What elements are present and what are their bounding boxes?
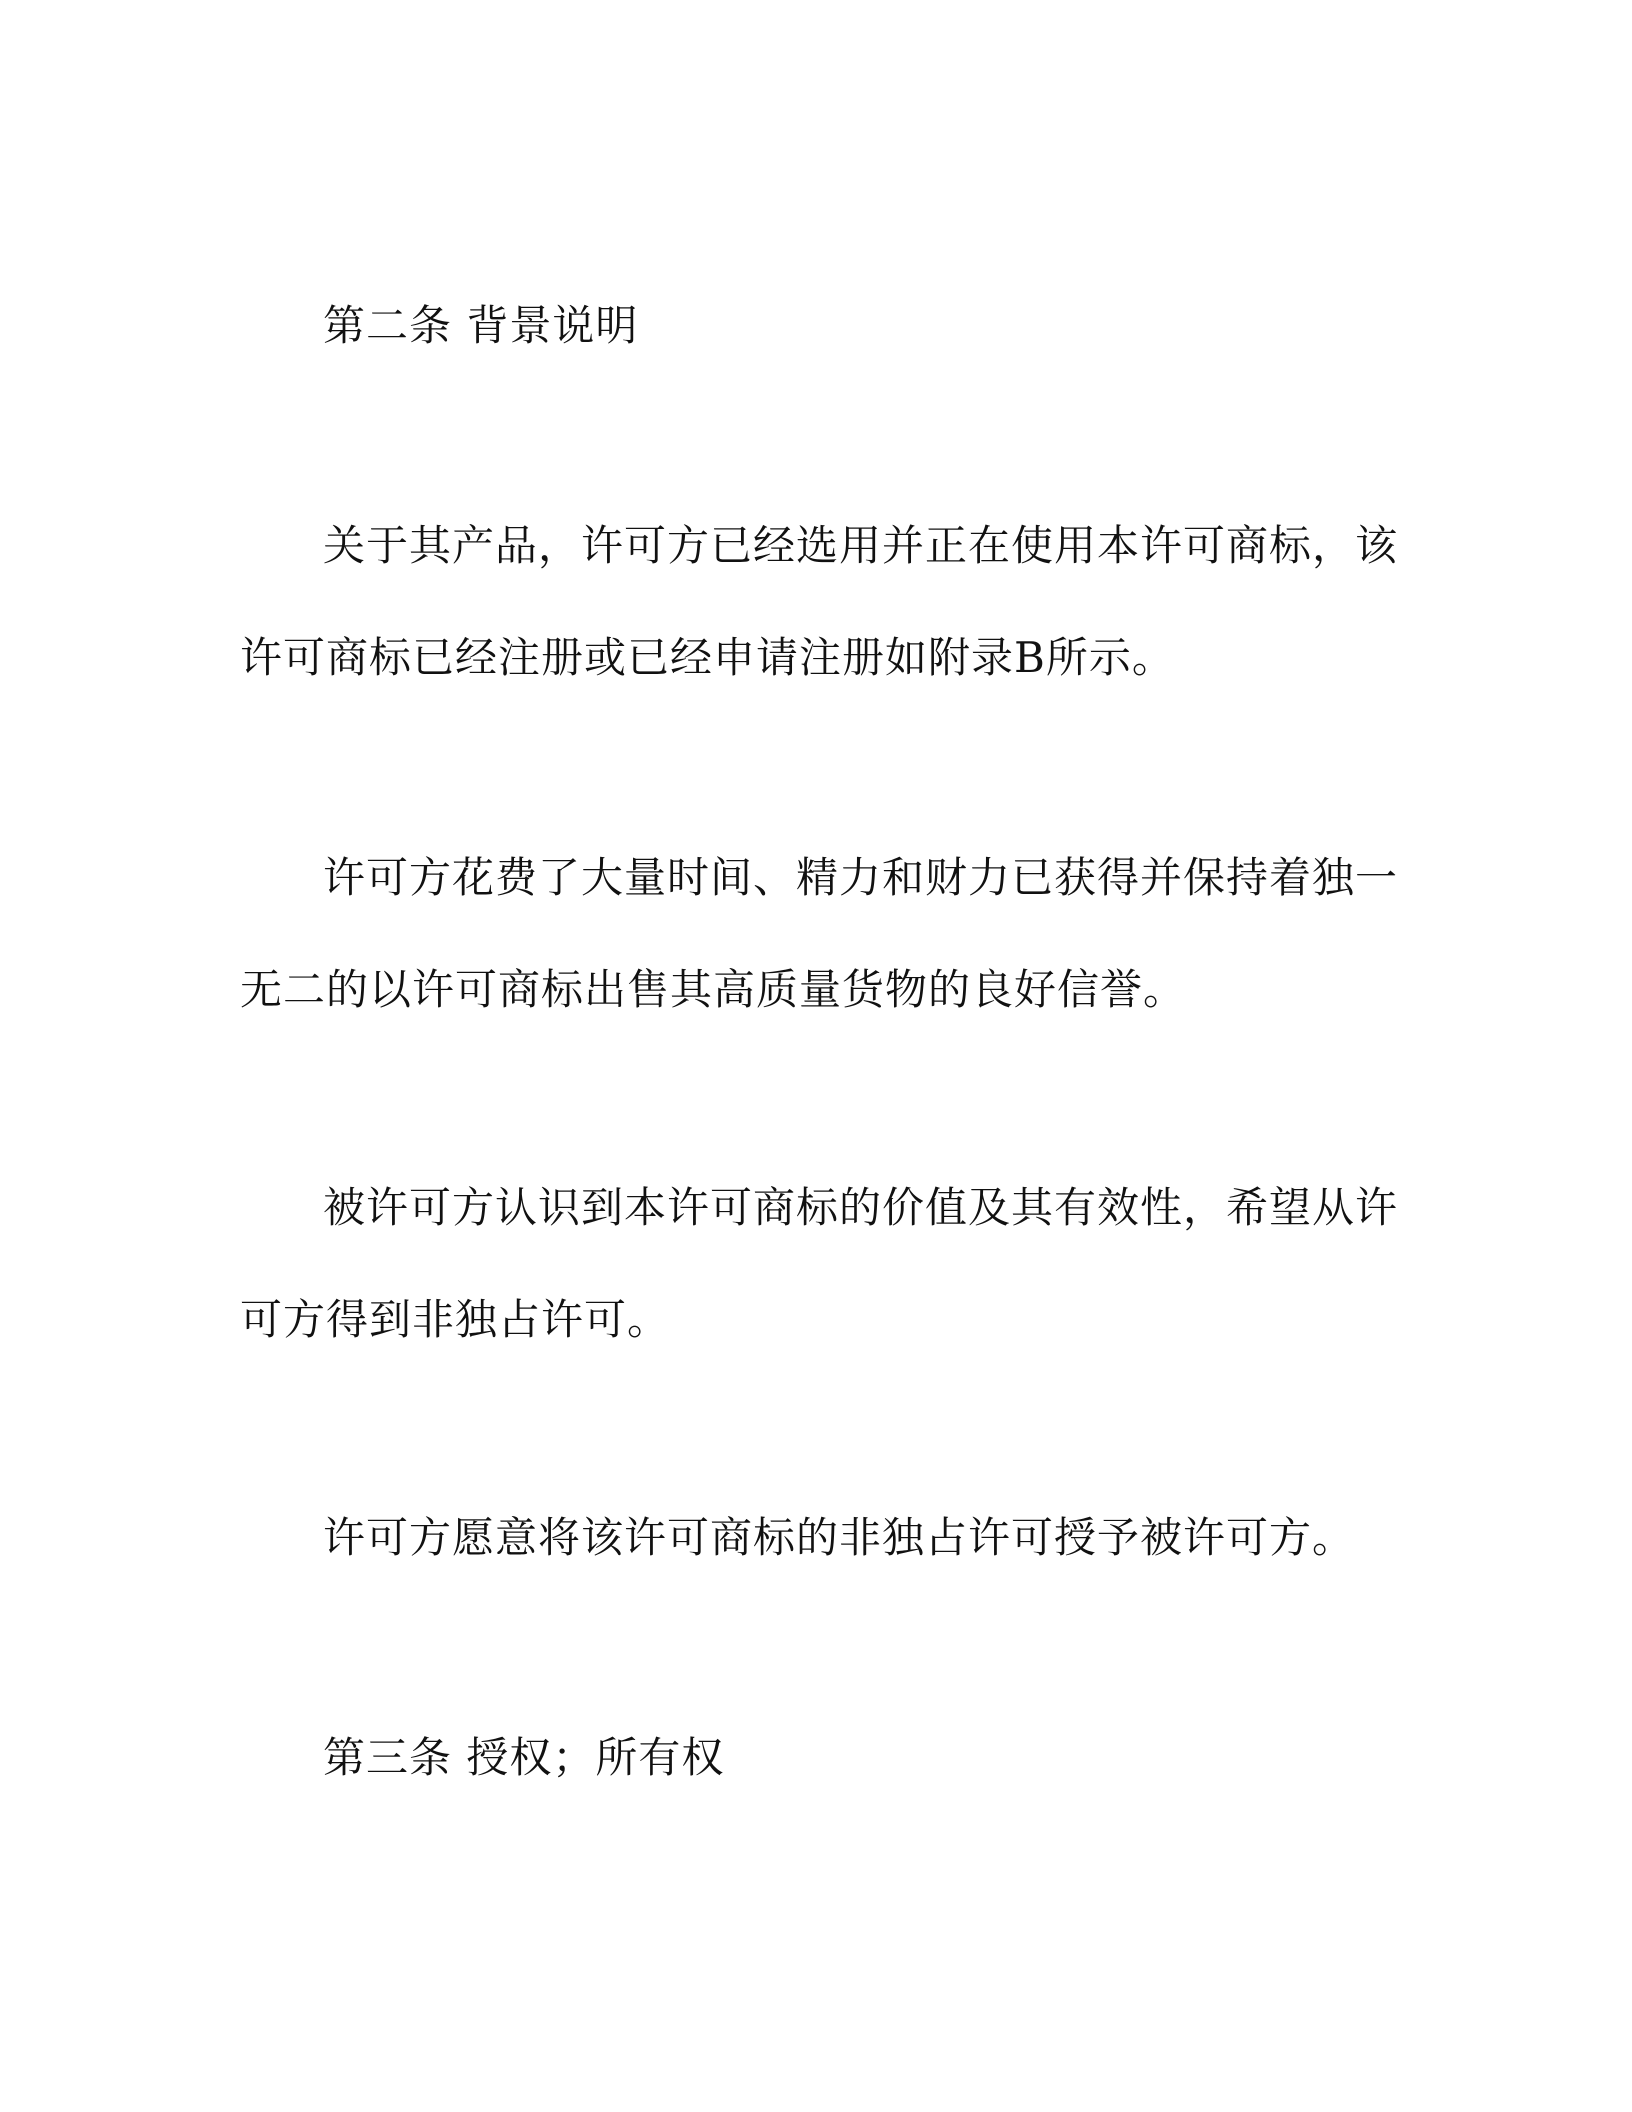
paragraph-2-line-2: 无二的以许可商标出售其高质量货物的良好信誉。	[240, 965, 1187, 1014]
paragraph-4-line-1: 许可方愿意将该许可商标的非独占许可授予被许可方。	[323, 1513, 1356, 1562]
paragraph-3-line-1: 被许可方认识到本许可商标的价值及其有效性，希望从许	[323, 1183, 1399, 1232]
article-3-heading: 第三条 授权；所有权	[323, 1733, 725, 1782]
article-2-heading: 第二条 背景说明	[323, 301, 639, 350]
paragraph-3-line-2: 可方得到非独占许可。	[240, 1295, 671, 1344]
paragraph-1-line-2: 许可商标已经注册或已经申请注册如附录B所示。	[240, 633, 1175, 682]
paragraph-1-line-1: 关于其产品，许可方已经选用并正在使用本许可商标，该	[323, 521, 1399, 570]
paragraph-2-line-1: 许可方花费了大量时间、精力和财力已获得并保持着独一	[323, 853, 1399, 902]
